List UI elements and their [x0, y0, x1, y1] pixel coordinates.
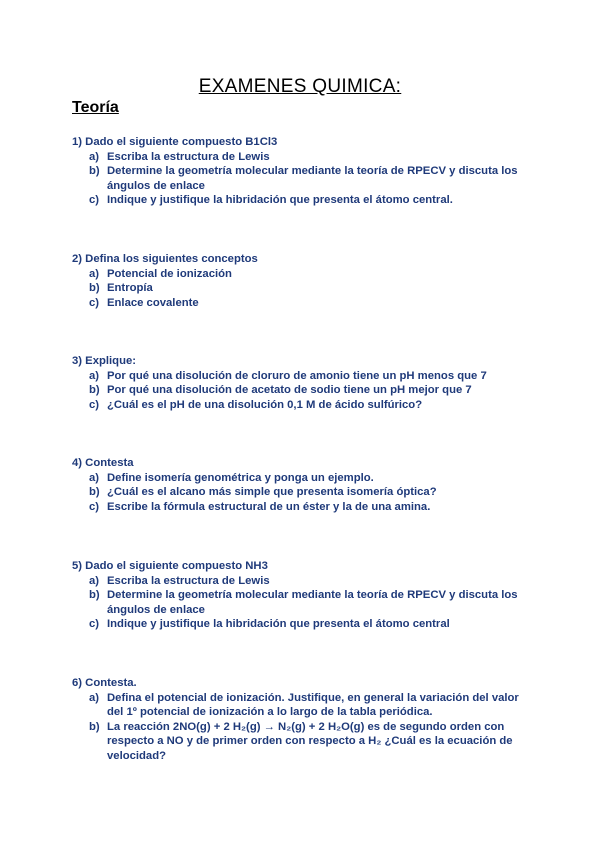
- section-heading: Teoría: [72, 99, 119, 116]
- item-label: c): [89, 296, 100, 309]
- list-item: [72, 398, 532, 413]
- item-label: a): [89, 150, 100, 163]
- list-item: [72, 150, 532, 165]
- question-4: [72, 456, 532, 514]
- list-item: [72, 574, 532, 589]
- item-text: La reacción 2NO(g) + 2 H₂(g) → N₂(g) + 2 H₂O(g) es de segundo orden con respecto a NO y de primer orden con respecto a H₂ ¿Cuál es la ecuación de velocidad?: [107, 720, 513, 762]
- item-text: Potencial de ionización: [107, 267, 232, 280]
- question-header: 5) Dado el siguiente compuesto NH3: [72, 560, 268, 572]
- item-text: Escriba la estructura de Lewis: [107, 574, 270, 587]
- item-text: Escriba la estructura de Lewis: [107, 150, 270, 163]
- question-3: [72, 354, 532, 412]
- question-header: 6) Contesta.: [72, 677, 137, 689]
- item-text: Define isomería genométrica y ponga un ejemplo.: [107, 471, 374, 484]
- item-label: c): [89, 194, 100, 206]
- list-item: [72, 164, 532, 193]
- question-2: [72, 252, 532, 310]
- item-text: Defina el potencial de ionización. Justifique, en general la variación del valor del 1º potencial de ionización a lo largo de la tabla periódica.: [107, 691, 519, 718]
- item-text: Entropía: [107, 282, 153, 294]
- item-text: Determine la geometría molecular mediante la teoría de RPECV y discuta los ángulos de enlace: [107, 165, 518, 192]
- list-item: [72, 193, 532, 208]
- question-header: 4) Contesta: [72, 457, 134, 469]
- item-label: a): [89, 267, 100, 280]
- list-item: [72, 588, 532, 617]
- question-header: 2) Defina los siguientes conceptos: [72, 253, 258, 265]
- item-text: Por qué una disolución de cloruro de amonio tiene un pH menos que 7: [107, 369, 487, 382]
- item-text: ¿Cuál es el alcano más simple que presenta isomería óptica?: [107, 486, 437, 498]
- item-label: c): [89, 500, 100, 513]
- item-text: Por qué una disolución de acetato de sodio tiene un pH mejor que 7: [107, 384, 472, 396]
- list-item: [72, 471, 532, 486]
- item-label: b): [89, 282, 100, 294]
- item-label: c): [89, 398, 100, 411]
- question-header: 1) Dado el siguiente compuesto B1Cl3: [72, 136, 278, 148]
- item-label: a): [89, 691, 100, 704]
- list-item: [72, 383, 532, 398]
- list-item: [72, 281, 532, 296]
- item-label: a): [89, 471, 100, 484]
- list-item: [72, 296, 532, 311]
- item-text: Enlace covalente: [107, 296, 199, 309]
- question-1: [72, 135, 532, 208]
- list-item: [72, 500, 532, 515]
- item-label: a): [89, 574, 100, 587]
- list-item: [72, 617, 532, 632]
- item-text: Determine la geometría molecular mediante la teoría de RPECV y discuta los ángulos de enlace: [107, 589, 518, 616]
- item-label: b): [89, 589, 100, 601]
- question-5: [72, 559, 532, 632]
- item-text: ¿Cuál es el pH de una disolución 0,1 M de ácido sulfúrico?: [107, 398, 423, 411]
- list-item: [72, 267, 532, 282]
- list-item: [72, 369, 532, 384]
- item-label: b): [89, 165, 100, 177]
- item-label: c): [89, 618, 100, 630]
- item-text: Escribe la fórmula estructural de un éster y la de una amina.: [107, 500, 431, 513]
- item-label: a): [89, 369, 100, 382]
- question-6: [72, 676, 532, 763]
- item-text: Indique y justifique la hibridación que presenta el átomo central: [107, 618, 450, 630]
- page-title: EXAMENES QUIMICA:: [198, 76, 402, 97]
- list-item: [72, 485, 532, 500]
- item-label: b): [89, 720, 100, 733]
- list-item: [72, 691, 532, 720]
- item-label: b): [89, 384, 100, 396]
- item-label: b): [89, 486, 100, 498]
- item-text: Indique y justifique la hibridación que presenta el átomo central.: [107, 194, 453, 206]
- question-header: 3) Explique:: [72, 355, 137, 367]
- list-item: [72, 720, 532, 764]
